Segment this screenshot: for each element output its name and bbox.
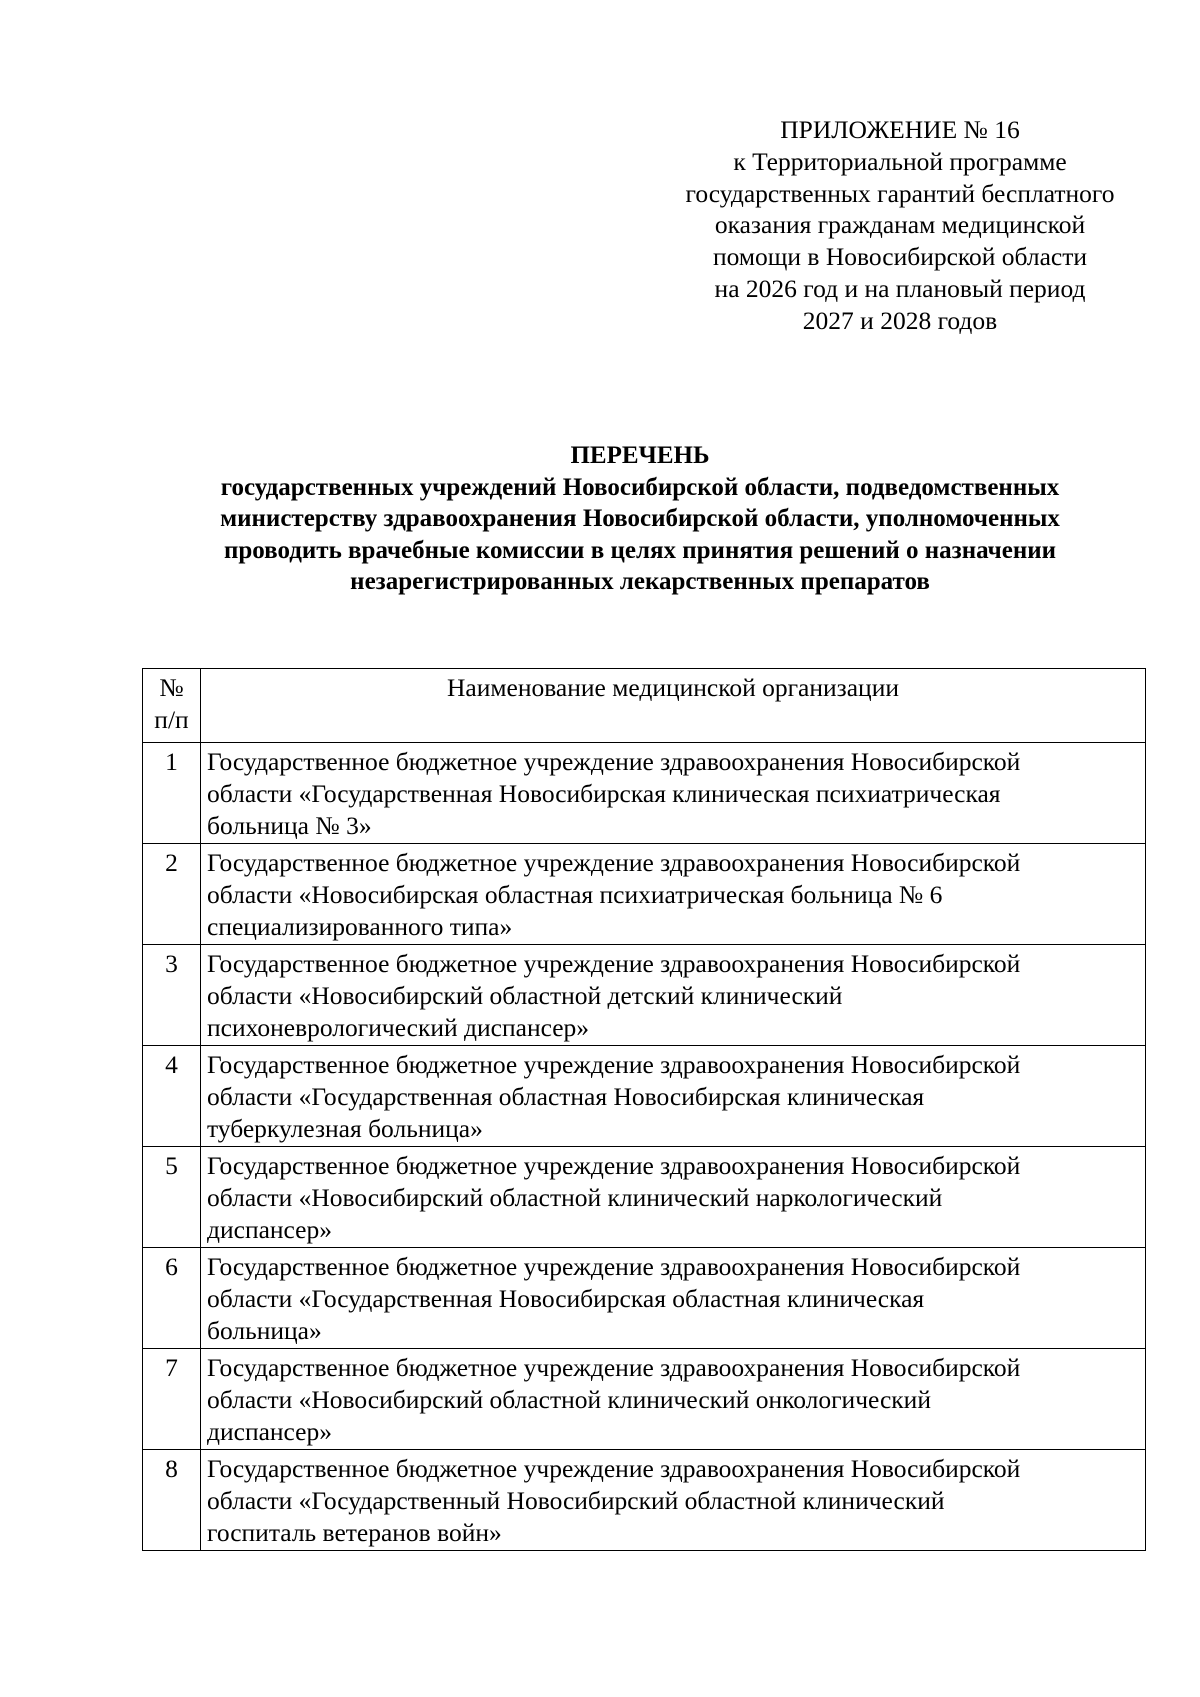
row-number: 4 [143,1046,201,1147]
row-name-line: туберкулезная больница» [207,1114,483,1144]
row-name-line: госпиталь ветеранов войн» [207,1518,502,1548]
row-name-line: области «Новосибирский областной детский клинический [207,981,843,1011]
header-name: Наименование медицинской организации [201,669,1146,743]
title-line: министерству здравоохранения Новосибирской области, уполномоченных [220,505,1060,532]
annex-line: ПРИЛОЖЕНИЕ № 16 [780,115,1020,144]
annex-line: помощи в Новосибирской области [712,242,1088,272]
row-name-line: больница» [207,1316,322,1346]
table-row [143,1147,1146,1248]
header-number-line: № [159,673,184,702]
header-number-line: п/п [154,705,189,735]
row-number: 8 [143,1450,201,1551]
row-name [201,945,1146,1046]
row-number: 2 [143,844,201,945]
table-row [143,844,1146,945]
annex-line: государственных гарантий бесплатного [685,178,1115,208]
row-name [201,1450,1146,1551]
row-name [201,1248,1146,1349]
title-line: незарегистрированных лекарственных препаратов [350,568,930,595]
row-name-line: области «Новосибирский областной клинический наркологический [207,1183,943,1213]
row-name-line: Государственное бюджетное учреждение здравоохранения Новосибирской [207,1252,1021,1281]
table-row [143,1349,1146,1450]
table-row [143,743,1146,844]
annex-line: оказания гражданам медицинской [714,210,1086,240]
row-name-line: Государственное бюджетное учреждение здравоохранения Новосибирской [207,949,1021,978]
row-name-line: области «Государственная Новосибирская областная клиническая [207,1284,925,1314]
table-row [143,1046,1146,1147]
annex-header [650,114,1150,337]
header-number [143,669,201,743]
title-line: государственных учреждений Новосибирской области, подведомственных [220,473,1060,501]
row-name-line: области «Новосибирская областная психиатрическая больница № 6 [207,880,943,910]
row-name-line: Государственное бюджетное учреждение здравоохранения Новосибирской [207,1454,1021,1483]
row-name-line: области «Государственный Новосибирский областной клинический [207,1486,945,1516]
organizations-table [142,668,1146,1551]
row-name-line: Государственное бюджетное учреждение здравоохранения Новосибирской [207,747,1021,776]
title-line: проводить врачебные комиссии в целях принятия решений о назначении [223,536,1057,564]
row-name [201,743,1146,844]
row-name-line: Государственное бюджетное учреждение здравоохранения Новосибирской [207,1353,1021,1382]
row-name-line: психоневрологический диспансер» [207,1013,590,1043]
title-heading: ПЕРЕЧЕНЬ [570,442,710,469]
row-name-line: диспансер» [207,1215,332,1245]
row-number: 3 [143,945,201,1046]
row-name-line: области «Государственная Новосибирская клиническая психиатрическая [207,779,1001,809]
row-number: 1 [143,743,201,844]
row-number: 5 [143,1147,201,1248]
table-row [143,1450,1146,1551]
row-number: 6 [143,1248,201,1349]
table-row [143,1248,1146,1349]
row-name-line: Государственное бюджетное учреждение здравоохранения Новосибирской [207,1151,1021,1180]
document-title [140,440,1140,598]
row-name-line: Государственное бюджетное учреждение здравоохранения Новосибирской [207,848,1021,877]
row-name-line: диспансер» [207,1417,332,1447]
row-name [201,1046,1146,1147]
row-name-line: Государственное бюджетное учреждение здравоохранения Новосибирской [207,1050,1021,1079]
row-name [201,1147,1146,1248]
row-name-line: специализированного типа» [207,912,513,942]
annex-line: 2027 и 2028 годов [802,305,998,335]
row-name [201,844,1146,945]
table-row [143,945,1146,1046]
row-name [201,1349,1146,1450]
row-number: 7 [143,1349,201,1450]
annex-line: к Территориальной программе [733,146,1067,176]
table-header-row [143,669,1146,743]
row-name-line: области «Государственная областная Новосибирская клиническая [207,1082,925,1112]
annex-line: на 2026 год и на плановый период [714,273,1086,303]
row-name-line: больница № 3» [207,811,372,841]
row-name-line: области «Новосибирский областной клинический онкологический [207,1385,931,1415]
